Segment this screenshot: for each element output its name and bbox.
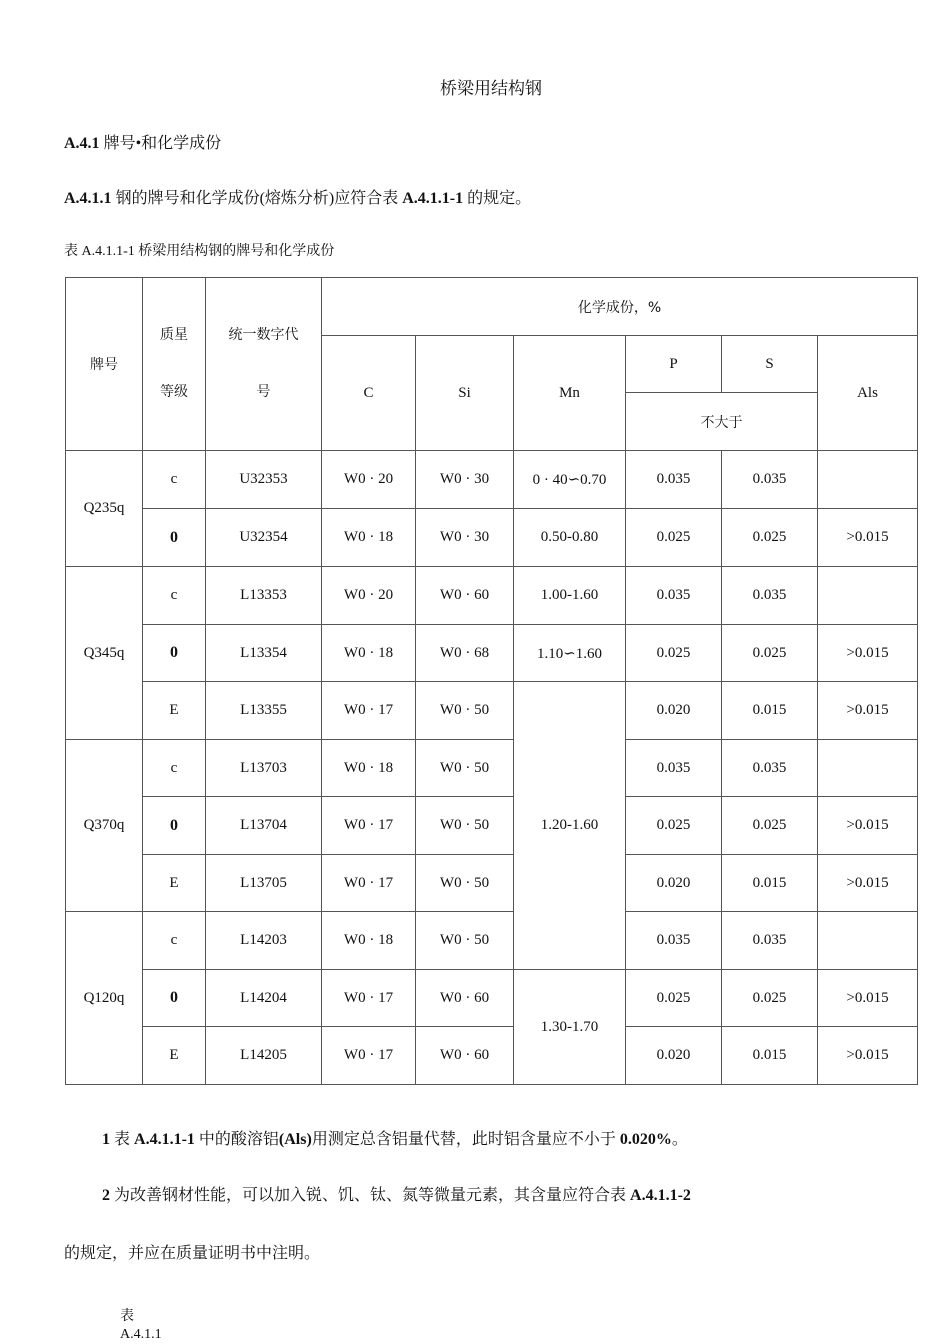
quality-cell: c (143, 912, 206, 970)
section-heading (64, 130, 221, 153)
quality-cell: E (143, 1027, 206, 1085)
header-p: P (626, 336, 722, 393)
als-cell (818, 567, 918, 625)
si-cell: W0 · 68 (416, 625, 514, 682)
c-cell: W0 · 18 (322, 912, 416, 970)
table-caption (64, 240, 334, 260)
mn-cell: 0 · 40∽0.70 (514, 451, 626, 509)
als-cell: >0.015 (818, 970, 918, 1027)
p-cell: 0.035 (626, 740, 722, 797)
grade-cell: Q345q (66, 567, 143, 740)
caption-prefix: 表 A.4.1.1-1 (64, 244, 135, 259)
als-cell: >0.015 (818, 682, 918, 740)
quality-cell: c (143, 740, 206, 797)
mn-cell: 1.00-1.60 (514, 567, 626, 625)
s-cell: 0.035 (722, 451, 818, 509)
note-1-a: 表 (114, 1131, 131, 1148)
note-1-als: (Als) (278, 1131, 312, 1148)
table-row (66, 912, 918, 970)
s-cell: 0.025 (722, 797, 818, 855)
note-1-c: 用测定总含铝量代替，此时铝含量应不小于 (311, 1131, 616, 1148)
als-cell: >0.015 (818, 1027, 918, 1085)
code-cell: L13704 (206, 797, 322, 855)
als-cell (818, 451, 918, 509)
mn-cell-merged: 1.30-1.70 (514, 970, 626, 1085)
s-cell: 0.015 (722, 1027, 818, 1085)
table-row (66, 625, 918, 682)
note-2-continuation: 的规定，并应在质量证明书中注明。 (64, 1245, 321, 1262)
mn-cell: 0.50-0.80 (514, 509, 626, 567)
quality-cell: E (143, 682, 206, 740)
quality-cell: 0 (143, 970, 206, 1027)
note-1-b: 中的酸溶铝 (198, 1131, 279, 1148)
code-cell: L13705 (206, 855, 322, 912)
s-cell: 0.035 (722, 740, 818, 797)
s-cell: 0.035 (722, 912, 818, 970)
c-cell: W0 · 17 (322, 970, 416, 1027)
p-cell: 0.025 (626, 970, 722, 1027)
p-cell: 0.035 (626, 912, 722, 970)
table-row (66, 451, 918, 509)
si-cell: W0 · 60 (416, 1027, 514, 1085)
code-cell: L13703 (206, 740, 322, 797)
note-1-ref: A.4.1.1-1 (134, 1131, 195, 1148)
si-cell: W0 · 30 (416, 509, 514, 567)
header-als: Als (818, 336, 918, 451)
quality-cell: 0 (143, 797, 206, 855)
si-cell: W0 · 50 (416, 855, 514, 912)
section-text: 牌号•和化学成份 (103, 135, 222, 152)
header-mn: Mn (514, 336, 626, 451)
c-cell: W0 · 20 (322, 567, 416, 625)
grade-cell: Q370q (66, 740, 143, 912)
header-chem: 化学成份，% (322, 278, 918, 336)
header-quality (143, 278, 206, 451)
p-cell: 0.025 (626, 625, 722, 682)
table-row (66, 1027, 918, 1085)
quality-cell: c (143, 451, 206, 509)
header-si: Si (416, 336, 514, 451)
als-cell: >0.015 (818, 855, 918, 912)
p-cell: 0.035 (626, 567, 722, 625)
table-row (66, 682, 918, 740)
note-2 (102, 1182, 691, 1205)
header-c: C (322, 336, 416, 451)
code-cell: L14203 (206, 912, 322, 970)
note-2-number: 2 (102, 1187, 110, 1204)
mn-cell-merged: 1.20-1.60 (514, 682, 626, 970)
s-cell: 0.025 (722, 509, 818, 567)
header-code-line1: 统一数字代 (228, 327, 299, 343)
s-cell: 0.015 (722, 682, 818, 740)
code-cell: U32354 (206, 509, 322, 567)
si-cell: W0 · 30 (416, 451, 514, 509)
note-2-a: 为改善钢材性能，可以加入锐、饥、钛、氮等微量元素，其含量应符合表 (114, 1187, 627, 1204)
code-cell: L13353 (206, 567, 322, 625)
als-cell (818, 740, 918, 797)
header-s: S (722, 336, 818, 393)
p-cell: 0.025 (626, 509, 722, 567)
clause-text-after: 的规定。 (467, 190, 532, 207)
grade-cell: Q120q (66, 912, 143, 1085)
p-cell: 0.020 (626, 855, 722, 912)
header-grade: 牌号 (66, 278, 143, 451)
table-row (66, 509, 918, 567)
quality-cell: 0 (143, 625, 206, 682)
als-cell: >0.015 (818, 797, 918, 855)
c-cell: W0 · 17 (322, 1027, 416, 1085)
p-cell: 0.025 (626, 797, 722, 855)
next-caption-line2: A.4.1.1 (120, 1327, 162, 1342)
als-cell (818, 912, 918, 970)
si-cell: W0 · 50 (416, 912, 514, 970)
code-cell: U32353 (206, 451, 322, 509)
s-cell: 0.035 (722, 567, 818, 625)
header-quality-line1: 质星 (160, 327, 188, 343)
c-cell: W0 · 20 (322, 451, 416, 509)
section-number: A.4.1 (64, 135, 100, 152)
clause-text-before: 钢的牌号和化学成份(熔炼分析)应符合表 (115, 190, 399, 207)
als-cell: >0.015 (818, 509, 918, 567)
s-cell: 0.025 (722, 970, 818, 1027)
c-cell: W0 · 18 (322, 509, 416, 567)
next-caption-line1: 表 (120, 1309, 134, 1324)
s-cell: 0.015 (722, 855, 818, 912)
caption-text: 桥梁用结构钢的牌号和化学成份 (138, 243, 335, 259)
si-cell: W0 · 50 (416, 682, 514, 740)
note-1-value: 0.020% (619, 1131, 672, 1148)
table-row (66, 567, 918, 625)
p-cell: 0.020 (626, 682, 722, 740)
table-row (66, 970, 918, 1027)
header-code-line2: 号 (256, 384, 271, 400)
si-cell: W0 · 50 (416, 740, 514, 797)
header-quality-line2: 等级 (160, 384, 188, 400)
document-title: 桥梁用结构钢 (440, 79, 542, 99)
als-cell: >0.015 (818, 625, 918, 682)
p-cell: 0.035 (626, 451, 722, 509)
table-row (66, 740, 918, 797)
table-row (66, 855, 918, 912)
chemical-composition-table (65, 277, 918, 1085)
mn-cell: 1.10∽1.60 (514, 625, 626, 682)
quality-cell: 0 (143, 509, 206, 567)
code-cell: L14204 (206, 970, 322, 1027)
quality-cell: E (143, 855, 206, 912)
code-cell: L13354 (206, 625, 322, 682)
note-1-number: 1 (102, 1131, 110, 1148)
c-cell: W0 · 17 (322, 855, 416, 912)
quality-cell: c (143, 567, 206, 625)
code-cell: L14205 (206, 1027, 322, 1085)
clause-number: A.4.1.1 (64, 190, 112, 207)
c-cell: W0 · 18 (322, 625, 416, 682)
si-cell: W0 · 60 (416, 567, 514, 625)
note-1-d: 。 (671, 1131, 688, 1148)
p-cell: 0.020 (626, 1027, 722, 1085)
table-row (66, 797, 918, 855)
s-cell: 0.025 (722, 625, 818, 682)
si-cell: W0 · 50 (416, 797, 514, 855)
clause-table-ref: A.4.1.1-1 (402, 190, 464, 207)
c-cell: W0 · 17 (322, 797, 416, 855)
next-table-caption (120, 1308, 162, 1344)
clause-paragraph (64, 185, 531, 208)
header-not-more: 不大于 (626, 393, 818, 451)
grade-cell: Q235q (66, 451, 143, 567)
note-2-ref: A.4.1.1-2 (630, 1187, 691, 1204)
c-cell: W0 · 18 (322, 740, 416, 797)
c-cell: W0 · 17 (322, 682, 416, 740)
si-cell: W0 · 60 (416, 970, 514, 1027)
header-code (206, 278, 322, 451)
note-1 (102, 1126, 688, 1149)
code-cell: L13355 (206, 682, 322, 740)
